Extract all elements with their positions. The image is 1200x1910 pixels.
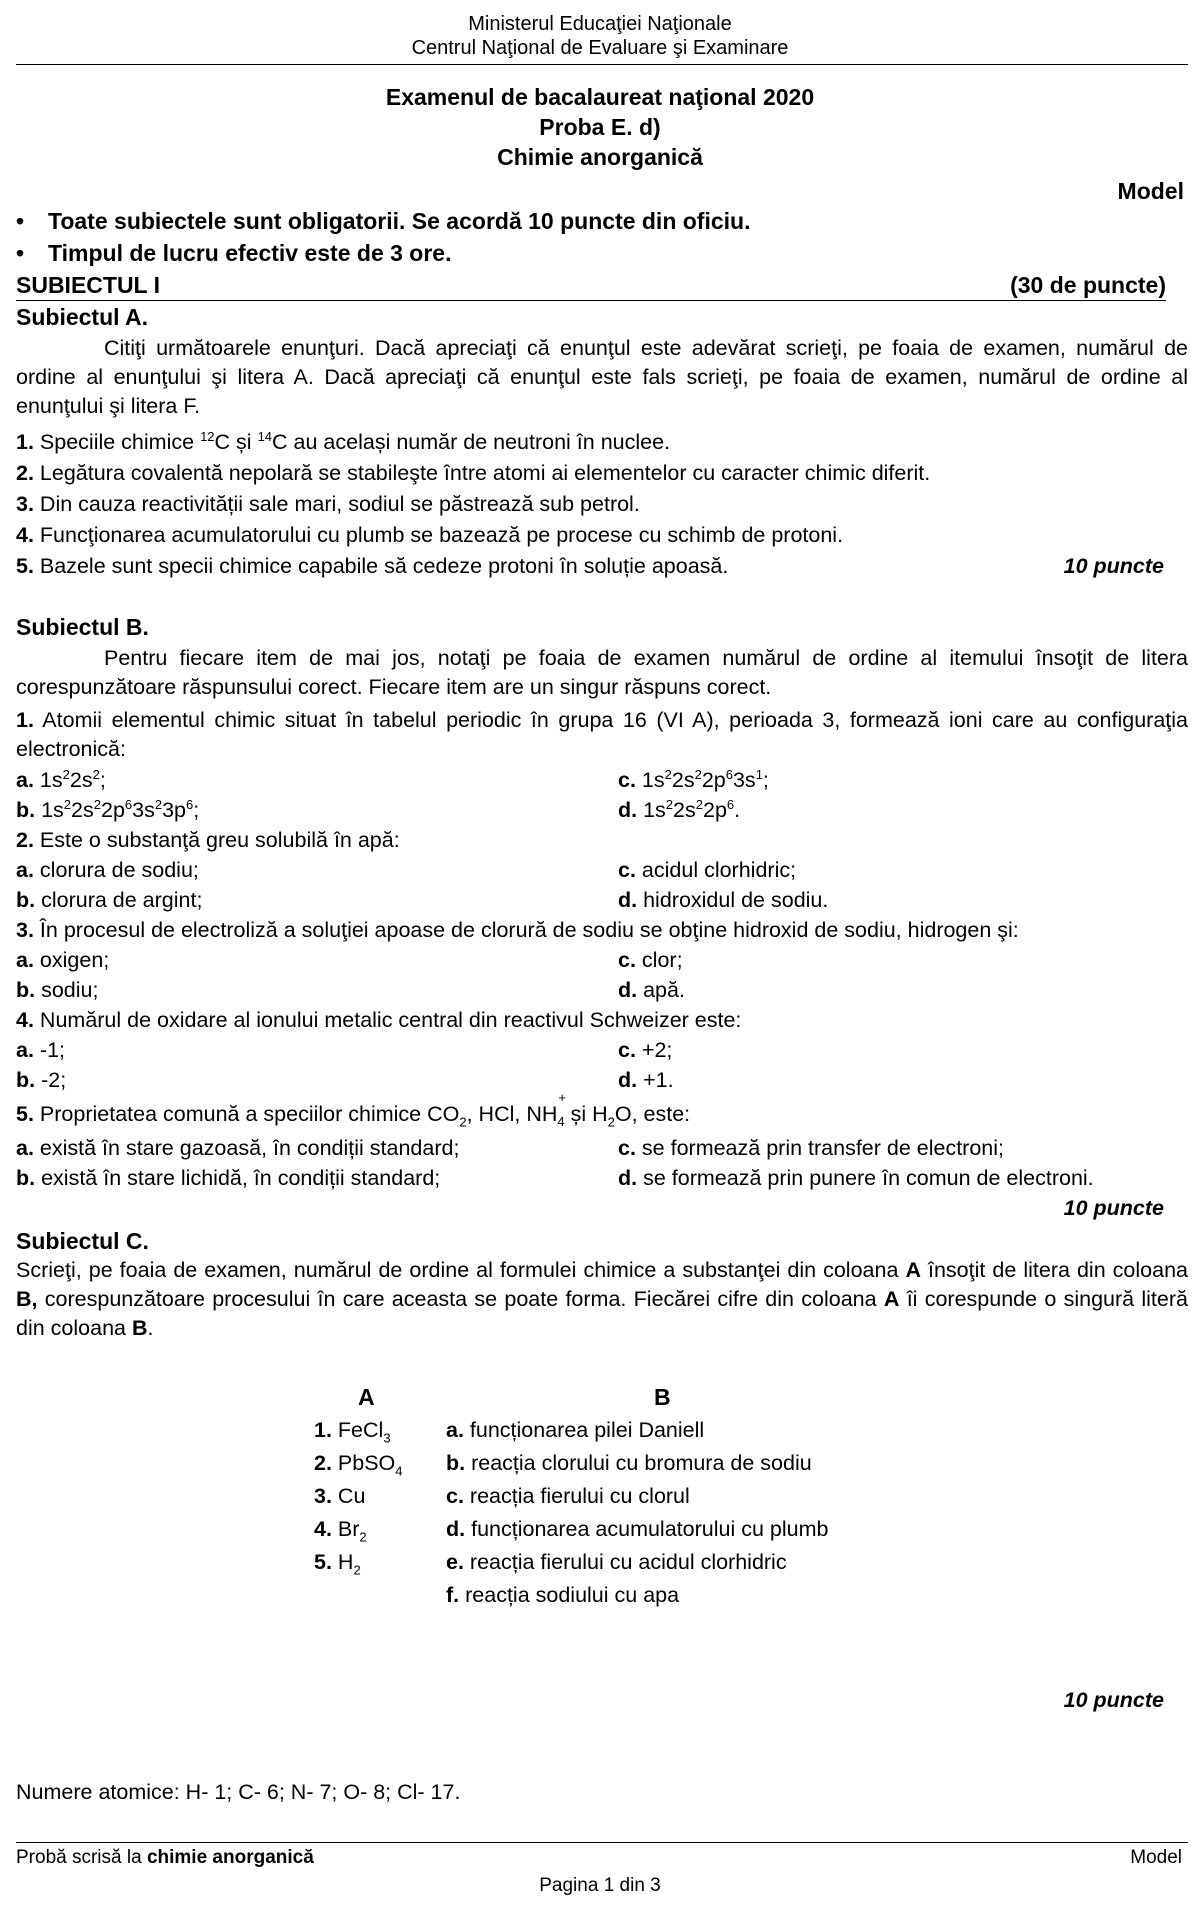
column-a <box>314 1416 444 1581</box>
subiectul-a-item-3: 3. Din cauza reactivității sale mari, sodiul se păstrează sub petrol. <box>16 492 640 516</box>
column-a-header: A <box>358 1384 375 1410</box>
question-3-option-a: a. oxigen; <box>16 948 110 972</box>
subiectul-a-heading: Subiectul A. <box>16 304 149 330</box>
question-3-options-row-2 <box>16 976 1188 1005</box>
question-4: 4. Numărul de oxidare al ionului metalic central din reactivul Schweizer este: <box>16 1008 742 1032</box>
question-5-option-c: c. se formează prin transfer de electroni; <box>618 1136 1005 1160</box>
header-divider <box>16 64 1188 65</box>
instruction-2: • Timpul de lucru efectiv este de 3 ore. <box>16 240 452 266</box>
subiectul-i-points: (30 de puncte) <box>1010 272 1166 298</box>
question-4-option-d: d. +1. <box>618 1068 674 1092</box>
question-5: 5. Proprietatea comună a speciilor chimice $CO_2$, HCl, NH $_{+ 4}$ și $H_2O$, este: <box>16 1090 691 1130</box>
subiectul-a-points: 10 puncte <box>1063 554 1164 578</box>
question-2-option-b: b. clorura de argint; <box>16 888 203 912</box>
question-2: 2. Este o substanţă greu solubilă în apă: <box>16 828 400 852</box>
exam-proba: Proba E. d) <box>539 114 661 140</box>
question-2-options-row-2 <box>16 886 1188 915</box>
question-5-option-d: d. se formează prin punere în comun de electroni. <box>618 1166 1094 1190</box>
question-1-options-row-2 <box>16 796 1188 825</box>
question-5-option-b: b. există în stare lichidă, în condiții standard; <box>16 1166 441 1190</box>
question-4-options-row-2 <box>16 1066 1188 1095</box>
question-2-options-row-1 <box>16 856 1188 885</box>
subiectul-a-item-2: 2. Legătura covalentă nepolară se stabileşte între atomi ai elementelor cu caracter chimic diferit. <box>16 461 931 485</box>
question-4-option-a: a. -1; <box>16 1038 66 1062</box>
question-1-option-a: a. $1s^22s^2$; <box>16 766 106 792</box>
question-1-options-row-1 <box>16 766 1188 795</box>
column-b-item: a. funcționarea pilei Daniell <box>446 1418 705 1442</box>
subiectul-b-points: 10 puncte <box>1063 1196 1164 1220</box>
question-2-option-d: d. hidroxidul de sodiu. <box>618 888 829 912</box>
question-3-option-c: c. clor; <box>618 948 683 972</box>
model-label: Model <box>1117 178 1184 204</box>
question-4-options-row-1 <box>16 1036 1188 1065</box>
question-3-options-row-1 <box>16 946 1188 975</box>
page-number: Pagina 1 din 3 <box>539 1875 661 1896</box>
subiectul-a-item-1: 1. Speciile chimice $^{12}$C și $^{14}$C au același număr de neutroni în nuclee. <box>16 428 671 454</box>
subiectul-i-heading: SUBIECTUL I (30 de puncte) <box>16 270 1166 301</box>
footer-divider <box>16 1842 1188 1843</box>
column-b-item: f. reacția sodiului cu apa <box>446 1583 680 1607</box>
question-4-option-c: c. +2; <box>618 1038 673 1062</box>
instruction-1: • Toate subiectele sunt obligatorii. Se acordă 10 puncte din oficiu. <box>16 208 751 234</box>
exam-subject: Chimie anorganică <box>497 144 703 170</box>
question-3-option-d: d. apă. <box>618 978 685 1002</box>
question-3: 3. În procesul de electroliză a soluţiei apoase de clorură de sodiu se obţine hidroxid de sodiu, hidrogen şi: <box>16 918 1019 942</box>
question-3-option-b: b. sodiu; <box>16 978 99 1002</box>
subiectul-a-item-5: 5. Bazele sunt specii chimice capabile să cedeze protoni în soluție apoasă. <box>16 554 729 578</box>
footer-left: Probă scrisă la chimie anorganică <box>16 1847 314 1868</box>
column-a-item: 1. FeCl$_3$ <box>314 1418 391 1446</box>
question-4-option-b: b. -2; <box>16 1068 67 1092</box>
subiectul-a-item-4: 4. Funcţionarea acumulatorului cu plumb se bazează pe procese cu schimb de protoni. <box>16 523 844 547</box>
subiectul-c-intro: Scrieţi, pe foaia de examen, numărul de ordine al formulei chimice a substanţei din coloana A însoţit de litera din coloana B, corespunzătoare procesului în care aceasta se poate forma. Fiecărei cifre din coloana A îi corespunde o singură literă din coloana B. <box>16 1258 1188 1341</box>
bullet-icon: • <box>16 208 25 234</box>
bullet-icon: • <box>16 240 25 266</box>
column-b-header: B <box>654 1384 671 1410</box>
question-5-options-row-2 <box>16 1164 1188 1193</box>
question-1: 1. Atomii elementul chimic situat în tabelul periodic în grupa 16 (VI A), perioada 3, formează ioni care au configuraţia electronică: <box>16 708 1188 762</box>
question-1-option-b: b. $1s^22s^22p^63s^23p^6$; <box>16 796 200 822</box>
subiectul-a-intro: Citiţi următoarele enunţuri. Dacă apreciaţi că enunţul este adevărat scrieţi, pe foaia de examen, numărul de ordine al enunţului şi litera A. Dacă apreciaţi că enunţul este fals scrieţi, pe foaia de examen, numărul de ordine al enunţului şi litera F. <box>16 336 1188 419</box>
subiectul-b-heading: Subiectul B. <box>16 614 149 640</box>
question-2-option-a: a. clorura de sodiu; <box>16 858 199 882</box>
subiectul-c-points: 10 puncte <box>1063 1688 1164 1712</box>
column-b-item: c. reacția fierului cu clorul <box>446 1484 690 1508</box>
column-b-item: d. funcționarea acumulatorului cu plumb <box>446 1517 829 1541</box>
column-b-item: e. reacția fierului cu acidul clorhidric <box>446 1550 787 1574</box>
question-1-option-c: c. $1s^22s^22p^63s^1$; <box>618 766 769 792</box>
subiectul-b-intro: Pentru fiecare item de mai jos, notaţi pe foaia de examen numărul de ordine al itemului însoţit de litera corespunzătoare răspunsului corect. Fiecare item are un singur răspuns corect. <box>16 646 1188 700</box>
question-5-options-row-1 <box>16 1134 1188 1163</box>
column-b-item: b. reacția clorului cu bromura de sodiu <box>446 1451 812 1475</box>
question-5-option-a: a. există în stare gazoasă, în condiții standard; <box>16 1136 460 1160</box>
atomic-numbers: Numere atomice: H- 1; C- 6; N- 7; O- 8; Cl- 17. <box>16 1780 461 1804</box>
subiectul-c-heading: Subiectul C. <box>16 1228 149 1254</box>
ministry-header: Ministerul Educaţiei Naţionale <box>468 13 732 35</box>
footer-model: Model <box>1130 1847 1182 1868</box>
column-b <box>446 1416 1006 1614</box>
column-a-item: 5. $H_2$ <box>314 1550 361 1578</box>
center-header: Centrul Naţional de Evaluare şi Examinare <box>411 37 789 59</box>
column-a-item: 4. $Br_2$ <box>314 1517 367 1545</box>
question-1-option-d: d. $1s^22s^22p^6$. <box>618 796 741 822</box>
column-a-item: 2. PbSO$_4$ <box>314 1451 403 1479</box>
column-a-item: 3. Cu <box>314 1484 366 1508</box>
exam-title: Examenul de bacalaureat naţional 2020 <box>385 84 815 110</box>
question-2-option-c: c. acidul clorhidric; <box>618 858 797 882</box>
